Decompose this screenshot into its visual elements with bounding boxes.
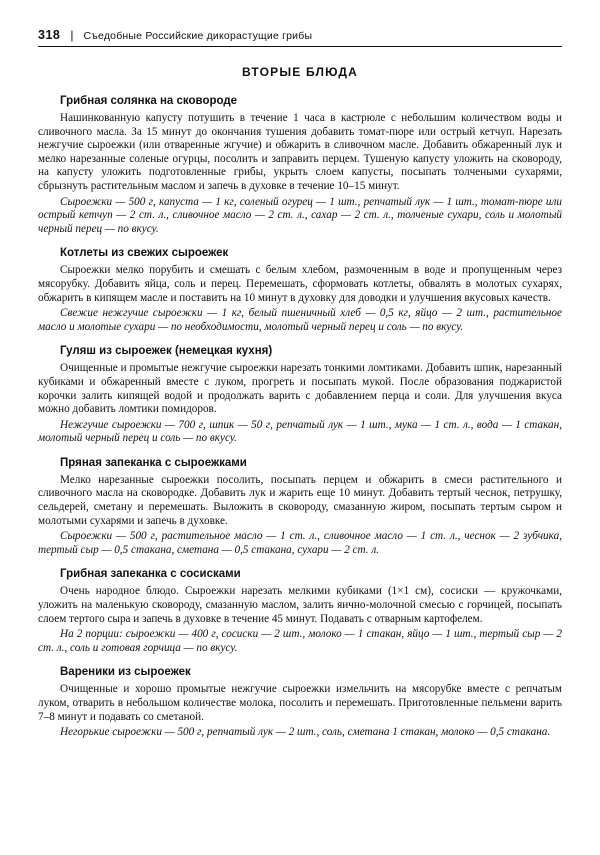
recipe-item [38,666,562,739]
recipe-item [38,568,562,655]
recipe-body: Очищенные и хорошо промытые нежгучие сыроежки измельчить на мясорубке вместе с репчатым луком, отварить в небольшом количестве молока, посолить и перемешать. Приготовленные пельмени варить 7–8 минут и подавать со сметаной. [38,683,562,723]
recipe-ingredients: Сыроежки — 500 г, растительное масло — 1 ст. л., сливочное масло — 1 ст. л., чеснок — 2 зубчика, тертый сыр — 0,5 стакана, сметана — 0,5 стакана, сухари — 2 ст. л. [38,530,562,556]
recipe-body: Очищенные и промытые нежгучие сыроежки нарезать тонкими ломтиками. Добавить шпик, нарезанный кубиками и обжаренный вместе с луком, прогреть и посыпать мукой. После образования поджаристой корочки залить кипящей водой и продолжать варить с добавлением перца и соли. Для улучшения вкуса можно добавить ломтики помидоров. [38,362,562,416]
recipe-title: Грибная запеканка с сосисками [60,568,241,581]
recipe-ingredients: Сыроежки — 500 г, капуста — 1 кг, соленый огурец — 1 шт., репчатый лук — 1 шт., томат-пюре или острый кетчуп — 2 ст. л., сливочное масло — 2 ст. л., сахар — 2 ст. л., толченые сухари, соль и молотый черный перец — по вкусу. [38,195,562,235]
recipe-body: Сыроежки мелко порубить и смешать с белым хлебом, размоченным в воде и пропущенным через мясорубку. Добавить яйца, соль и перец. Перемешать, сформовать котлеты, обвалять в молотых сухарях, обжарить в кипящем масле и поставить на 10 минут в духовку для доводки и улучшения вкусовых качеств. [38,264,562,304]
recipe-ingredients: Нежгучие сыроежки — 700 г, шпик — 50 г, репчатый лук — 1 шт., мука — 1 ст. л., вода — 1 стакан, молотый черный перец и соль — по вкусу. [38,418,562,445]
header-separator: | [70,28,74,42]
recipe-ingredients: На 2 порции: сыроежки — 400 г, сосиски — 2 шт., молоко — 1 стакан, яйцо — 1 шт., тертый сыр — 2 ст. л., соль и готовая горчица — по вкусу. [38,628,562,654]
recipe-title: Вареники из сыроежек [60,666,191,679]
recipe-title: Гуляш из сыроежек (немецкая кухня) [60,345,273,358]
recipe-title: Грибная солянка на сковороде [60,95,238,107]
recipe-item [38,457,562,558]
recipe-title: Котлеты из свежих сыроежек [60,247,229,260]
recipe-body: Очень народное блюдо. Сыроежки нарезать мелкими кубиками (1×1 см), сосиски — кружочками, уложить на маленькую сковороду, смазанную маслом, залить яично-молочной смесью с горчицей, посыпать слоем тертого сыра и запечь в духовке в течение 45 минут. Подавать с отварным картофелем. [38,585,562,625]
page-header [38,28,562,47]
recipe-body: Нашинкованную капусту потушить в течение 1 часа в кастрюле с небольшим количеством воды и сливочного масла. За 15 минут до окончания тушения добавить томат-пюре или острый кетчуп. Нарезать нежгучие сыроежки (или отваренные жгучие) и обжарить в сливочном масле. Добавить обжаренный лук и мелко нарезанные соленые огурцы, посолить и заправить перцем. Тушеную капусту уложить на сковороду, на капусту уложить подготовленные грибы, укрыть слоем капусты, посыпать толчеными сухарями, сбрызнуть растительным маслом и запечь в духовке в течение 10–15 минут. [38,112,562,192]
recipe-ingredients: Негорькие сыроежки — 500 г, репчатый лук — 2 шт., соль, сметана 1 стакан, молоко — 0,5 стакана. [60,726,551,739]
running-title: Съедобные Российские дикорастущие грибы [83,30,313,42]
recipe-ingredients: Свежие нежгучие сыроежки — 1 кг, белый пшеничный хлеб — 0,5 кг, яйцо — 2 шт., растительное масло и молотые сухари — по необходимости, молотый черный перец и соль — по вкусу. [38,307,562,333]
recipe-body: Мелко нарезанные сыроежки посолить, посыпать перцем и обжарить в смеси растительного и сливочного масла на сковородке. Добавить лук и жарить еще 10 минут. Добавить тертый чеснок, петрушку, сельдерей, сметану и перемешать. Выложить в сковороду, смазанную жиром, посыпать тертым сыром и молотыми сухарями и запечь в духовке. [38,473,562,527]
recipe-title: Пряная запеканка с сыроежками [60,456,247,469]
recipe-item [38,95,562,236]
page-number: 318 [38,28,61,42]
section-title: ВТОРЫЕ БЛЮДА [241,65,359,79]
recipe-item [38,345,562,446]
recipe-item [38,247,562,334]
